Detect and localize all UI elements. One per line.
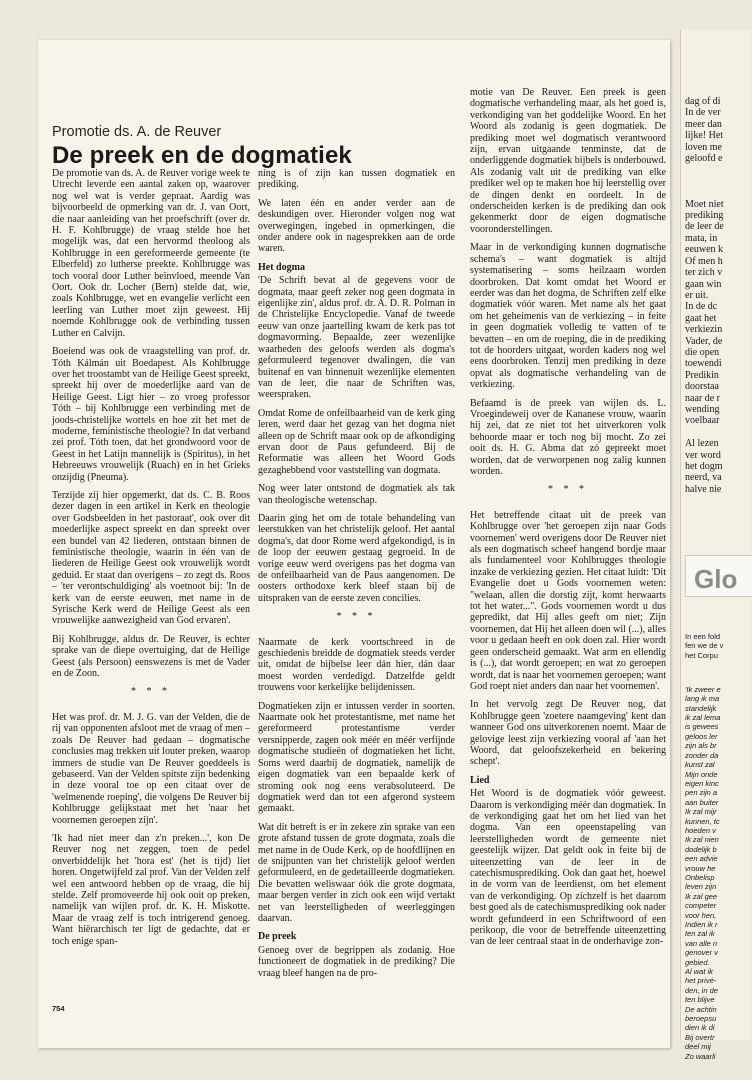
paragraph: In het vervolg zegt De Reuver nog, dat Kohlbrugge geen 'zoetere naamgeving' kent dan wanneer God ons uitverkorenen noemt. Maar de gelovige leest zijn verkiezing vooral af 'aan het Woord, dat geloofszekerheid en bekering schept'. [470,699,666,768]
section-separator: * * * [131,686,171,698]
paragraph: Omdat Rome de onfeilbaarheid van de kerk ging leren, werd daar het gezag van het dogma niet alleen op de Schrift maar ook op de afkondiging ervan door de Paus gefundeerd. Bij de Reformatie was alleen het Woord Gods gezaghebbend voor vaststelling van dogmata. [258,407,455,476]
paragraph: Het betreffende citaat uit de preek van Kohlbrugge over 'het geroepen zijn naar Gods voornemen' werd overigens door De Reuver niet als een dogmatisch scheef hangend bordje maar als fundamenteel voor Kohlbrugges theologie inzake de verkiezing gezien. Het citaat luidt: 'Dit Evangelie doet u Gods voornemen weten: "welaan, allen die dorstig zijt, komt herwaarts tot het water...". Gods voornemen wordt u dus gepredikt, dat Hij alles geeft om niet; Zijn voornemen, dat Hij het alleen doen wil (...), alles voor u gedaan heeft en ook doen zal. Hier wordt geen onderscheid gemaakt. Wat arm en ellendig is (...), dat wordt geroepen; en wat zo geroepen wordt, dat is naar het voornemen geroepen; want God roept niet anders dan naar het voornemen'. [470,509,666,692]
paragraph: Het Woord is de dogmatiek vóór geweest. Daarom is verkondiging méér dan dogmatiek. In de verkondiging gaat het om het lied van het dogma. Van een opeenstapeling van leerstelligheden wordt de gemeente niet geestelijk wijzer. Dat geldt ook in feite bij de uiteenzetting van de leer in de catechismusprediking. Ook dan gaat het, hoewel in de vorm van de leerdienst, om het element van de verkondiging. Op zichzelf is het daarom best goed als de catechismusprediking ook nader wordt gefundeerd in een Schriftwoord of een perikoop, die voor de betreffende uiteenzetting van de leer centraal staat in de onderhavige zon- [470,788,666,948]
paragraph: Nog weer later ontstond de dogmatiek als tak van theologische wetenschap. [258,483,455,506]
paragraph: 'Ik had niet meer dan z'n preken...', kon De Reuver nog net zeggen, toen de pedel onverbiddelijk het 'hora est' (het is tijd) liet horen. Ongetwijfeld zal prof. Van der Velden zelf wel een antwoord hebben op de vraag, die hij stelde. Zelf promoveerde hij ook ooit op preken, namelijk van wijlen prof. dr. K. H. Miskotte. Maar de vraag zelf is toch intrigerend genoeg. Want hiërarchisch ter ligt de gedachte, dat er toch enige span- [52,832,250,947]
article-kicker: Promotie ds. A. de Reuver [52,124,222,140]
paragraph: We laten één en ander verder aan de deskundigen over. Hieronder volgen nog wat overwegingen, ingebed in opmerkingen, die onder andere ook in nagesprekken aan de orde waren. [258,197,455,255]
paragraph: Befaamd is de preek van wijlen ds. L. Vroegindeweij over de Kananese vrouw, waarin hij zei, dat ze niet tot het uitverkoren volk behoorde maar er toch nog bij mocht. Zo zei ooit ds. H. G. Abma dat zó gepreekt moet worden, dat de verworpenen nog zalig kunnen worden. [470,397,666,477]
paragraph: Genoeg over de begrippen als zodanig. Hoe functioneert de dogmatiek in de prediking? Die vraag bleef hangen na de pro- [258,944,455,979]
subheading: Lied [470,774,490,786]
paragraph: Terzijde zij hier opgemerkt, dat ds. C. B. Roos dezer dagen in een artikel in Kerk en theologie over Godsbeelden in het pastoraat', ook over dit moederlijke aspect spreekt en dan spreekt over een bundel van 42 liederen, ontstaan binnen de feministische theologie, waarin in één van de liederen de Heilige Geest ook vrouwelijk wordt geduid. Er staat dan overigens – zo zegt ds. Roos – 'ter verontschuldiging' als voetnoot bij: 'In de kerk van de eerste eeuwen, met name in de Syrische Kerk werd de Heilige Geest als een vrouwelijke aanwezigheid van God ervaren'. [52,489,250,627]
paragraph: ning is of zijn kan tussen dogmatiek en prediking. [258,168,455,191]
paragraph: motie van De Reuver. Een preek is geen dogmatische verhandeling maar, als het goed is, verkondiging van het goddelijke Woord. En het Woord als zodanig is geen dogmatiek. De prediking moet wel dogmatisch verantwoord zijn, ervan uitgaande tenminste, dat de onderliggende dogmatiek bijbels is onderbouwd. Als zodanig valt uit de prediking van elke prediker wel op te maken hoe hij leerstellig over de dingen denkt en oordeelt. In de onderscheiden kerken is de prediking dan ook gekenmerkt door de eigen dogmatische vooronderstellingen. [470,87,666,235]
paragraph: Het was prof. dr. M. J. G. van der Velden, die de rij van opponenten afsloot met de vraag of men – zoals De Reuver had gedaan – dogmatische conclusies mag trekken uit louter preken, waarop immers de studie van De Reuver goeddeels is gebaseerd. Van der Velden spitste zijn bedenking in deze vooral toe op een citaat over de 'welmenende roeping', die volgens De Reuver bij Kohlbrugge gelijkstaat met het 'naar het voornemen geroepen zijn'. [52,711,250,826]
adjacent-small-text [685,613,751,1080]
adjacent-heading-box [685,555,752,597]
column-1 [52,168,250,1000]
paragraph: Dogmatieken zijn er intussen verder in soorten. Naarmate ook het protestantisme, met name het gereformeerd protestantisme verder versnipperde, zagen ook méér en méér verfijnde dogmatische studieën of dogmatieken het licht. Soms werd daarbij de dogmatiek, namelijk de eigen dogmatiek van een bepaalde kerk of stroming ook nog eens verabsoluteerd. De dogmatiek werd dan tot een afgerond systeem gemaakt. [258,700,455,815]
article-title: De preek en de dogmatiek [52,142,352,169]
column-2 [258,168,455,1000]
subheading: Het dogma [258,261,305,273]
adjacent-page [680,30,751,1061]
paragraph: 'De Schrift bevat al de gegevens voor de dogmata, maar geeft zeker nog geen dogmata in eigenlijke zin', aldus prof. dr. A. D. R. Polman in de Christelijke Encyclopedie. Vanaf de tweede eeuw van onze jaartelling kwam de kerk pas tot dogmavorming. Bepaalde, zeer wezenlijke waarheden des geloofs werden als dogma's geformuleerd tegenover dwalingen, die van buitenaf en van binnenuit wezenlijke elementen van de leer, die naar de Schriften was, weerspraken. [258,275,455,401]
page-number: 754 [52,1004,65,1013]
section-separator: * * * [336,611,377,623]
adjacent-small-body: 'Ik zweer e lang ik ma standelijk ik zal lema is gewees geloos ler zijn als br zonder da kunst zal Mijn onde eigen kinc pen zijn a aan buiter Ik zal mijr kunnen, tc hoeden v Ik zal nien dodelijk b een advie vrouw he Onbelisp leven zijn Ik zal gee competer voor hen, Indien ik r ten zal ik van alle n genover v gebied. Al wat ik het privé- den, in de ten blijve De achtin beroepsu dien ik di Bij overtr deel mij Zo waarli [685,684,721,1061]
paragraph: Wat dit betreft is er in zekere zin sprake van een grote afstand tussen de grote dogmata, zoals die met name in de Oude Kerk, op de hoofdlijnen en de snijpunten van het christelijk geloof werden geformuleerd, en de gedetailleerde dogmatieken. Die bevatten weliswaar óók die grote dogmata, maar bergen verder in zich ook een wijd vertakt net van leerstelligheden of weerleggingen daarvan. [258,821,455,924]
column-3 [470,87,666,1000]
paragraph: Maar in de verkondiging kunnen dogmatische schema's – want dogmatiek is altijd systematisering – soms heilzaam worden doorbroken. Dat komt omdat het Woord er eerder was dan het dogma, de Schriften zelf elke dogmatiek vóór waren. Met name als het gaat om het geheimenis van de verkiezing – in feite in geen dogmatiek volledig te vatten of te bevatten – en om de roeping, die in de prediking tot de hoorders uitgaat, worden kaders nog wel eens doorbroken. Tenzij men prediking in deze opvat als dogmatische verhandeling van de verkiezing. [470,242,666,391]
subheading: De preek [258,931,297,943]
adjacent-heading: Glo [694,564,738,594]
adjacent-page-text: dag of di In de ver meer dan lijke! Het loven me geloofd e Moet niet prediking de leer de mata, in eeuwen k Of men h ter zich v gaan win er uit. In de dc gaat het verkiezin Vader, de die open toewendi Predikin doorstaa naar de r wending voelbaar Al lezen ver word het dogm neerd, va halve nie [685,96,724,495]
paragraph: Boeiend was ook de vraagstelling van prof. dr. Tóth Kálmán uit Boedapest. Als Kohlbrugge over het troostambt van de Heilige Geest spreekt, spreekt hij over de moederlijke aard van de Heilige Geest. Ligt hier – zo vroeg professor Tóth – bij Kohlbrugge een verbinding met de joods-christelijke wortels en hoe zit het met de moderne, feministische theologie? In dat verband zei prof. Tóth toen, dat het grondwoord voor de Geest in het Latijn mannelijk is (Spiritus), in het Hebreeuws vrouwelijk (Ruach) en in het Grieks onzijdig (Pneuma). [52,346,250,483]
paragraph: Daarin ging het om de totale behandeling van leerstukken van het christelijk geloof. Het aantal dogma's, dat door Rome werd afgekondigd, is in de loop der eeuwen gestaag gegroeid. In de vorige eeuw werd overigens pas het dogma van de onfeilbaarheid van de Paus aangenomen. De oosters orthodoxe kerk bleef staan bij de uitspraken van de eerste zeven concilies. [258,512,455,604]
adjacent-small-head: In een fold fen we de v het Corpu [685,631,724,660]
paragraph: Naarmate de kerk voortschreed in de geschiedenis breidde de dogmatiek steeds verder uit, omdat de bijbelse leer dán hier, dán daar moest worden verdedigd. Datzelfde geldt trouwens voor kerkelijke belijdenissen. [258,636,455,694]
paragraph: De promotie van ds. A. de Reuver vorige week te Utrecht leverde een aantal zaken op, waarover nog wel wat is verder gepraat. Aardig was bijvoorbeeld de opmerking van dr. J. van Oort, die naar aanleiding van het proefschrift (over dr. H. F. Kohlbrugge) de vraag stelde hoe het mogelijk was, dat een hervormd theoloog als Kohlbrugge in een gereformeerde gemeente (te Elberfeld) zo lutherse preekte. Kohlbrugge was toch vooral door Luther beïnvloed, meende Van Oort. Ook dr. Locher (Bern) stelde dat, wie, zoals Kohlbrugge, wet en evangelie verlicht een leerling van Luther moet zijn geweest. Hij noemde Kohlbrugge ook de verbinding tussen Luther en Calvijn. [52,168,250,339]
paragraph: Bij Kohlbrugge, aldus dr. De Reuver, is echter sprake van de diepe overtuiging, dat de Heilige Geest (als Persoon) eenswezens is met de Vader en de Zoon. [52,633,250,680]
section-separator: * * * [548,484,588,496]
